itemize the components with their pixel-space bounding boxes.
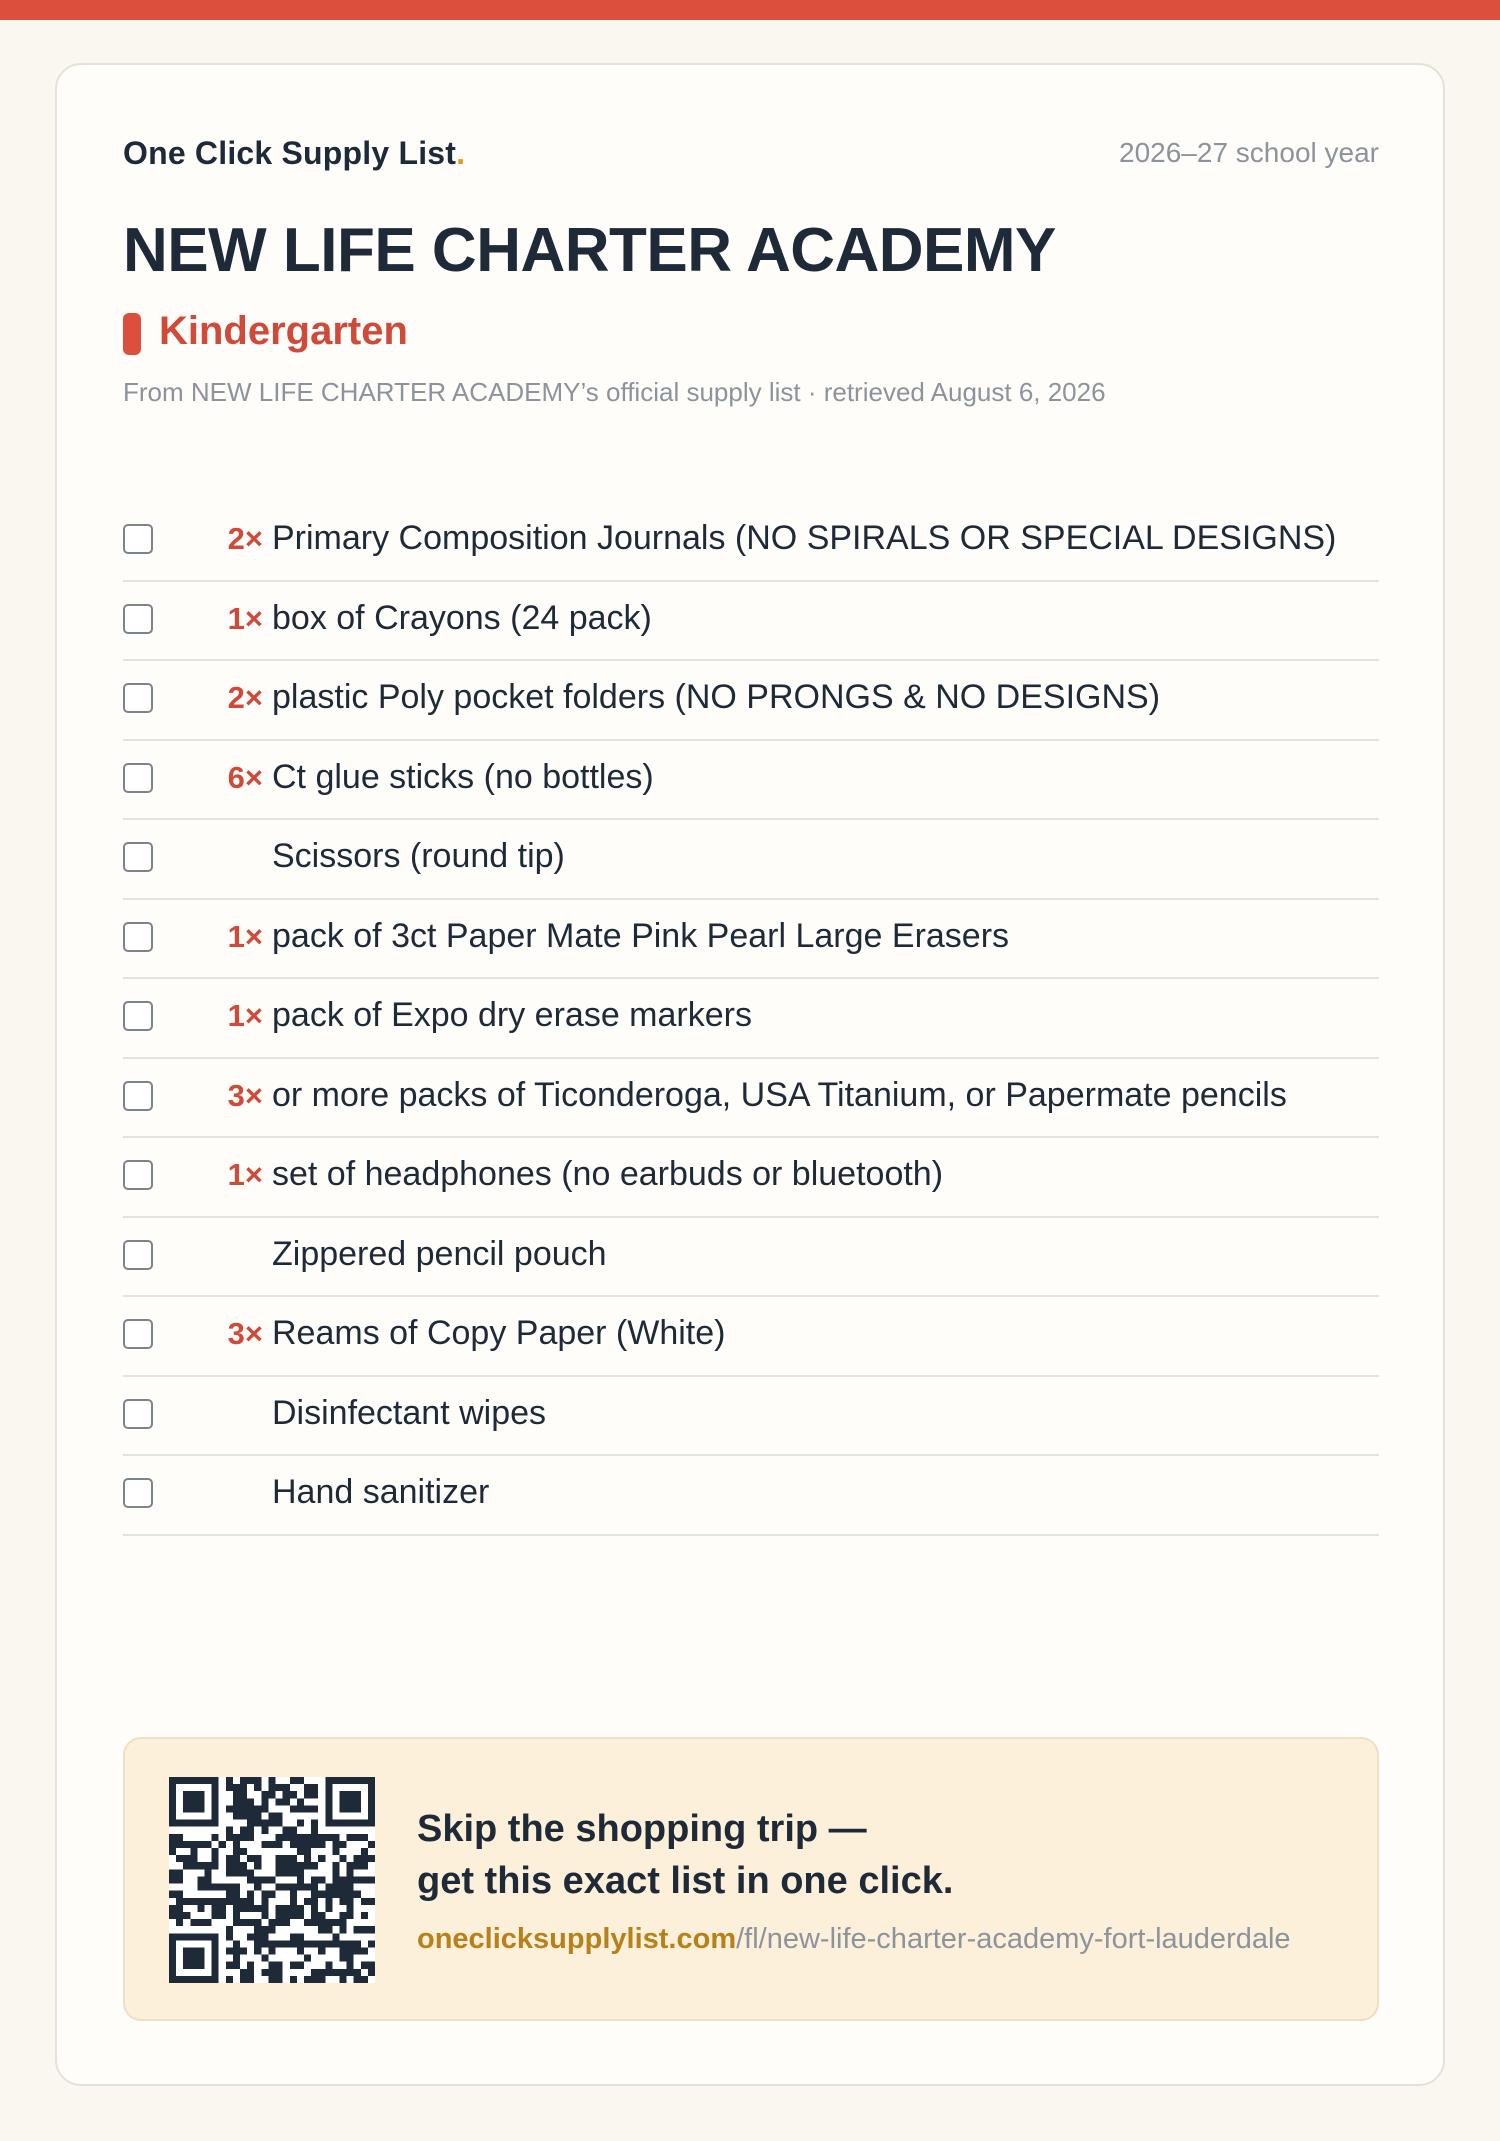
item-description: Hand sanitizer [272,1473,490,1511]
promo-headline [417,1803,953,1907]
supply-item [123,582,1379,662]
grade-marker [123,313,141,355]
item-description: Disinfectant wipes [272,1393,547,1432]
item-checkbox[interactable] [123,1081,153,1111]
item-checkbox[interactable] [123,604,153,634]
item-checkbox[interactable] [123,1240,153,1270]
item-quantity: 2× [227,680,263,715]
item-checkbox[interactable] [123,524,153,554]
promo-link-domain[interactable]: oneclicksupplylist.com [417,1923,737,1955]
item-quantity: 1× [227,918,263,954]
item-checkbox[interactable] [123,1001,153,1031]
school-year: 2026–27 school year [1119,137,1379,168]
school-name: NEW LIFE CHARTER ACADEMY [123,216,1056,285]
item-quantity: 1× [227,600,263,636]
item-quantity: 2× [227,521,263,556]
grade-label: Kindergarten [159,309,408,353]
item-checkbox[interactable] [123,1319,153,1349]
item-quantity: 6× [227,759,263,795]
brand-logo [123,135,465,172]
supply-items-list [123,502,1379,1536]
item-quantity: 1× [227,1157,263,1192]
item-checkbox[interactable] [123,683,153,713]
promo-link[interactable] [417,1923,1291,1956]
item-checkbox[interactable] [123,1478,153,1508]
promo-headline-line-1: Skip the shopping trip — [417,1808,867,1850]
item-quantity: 3× [227,1077,263,1113]
item-checkbox[interactable] [123,1399,153,1429]
promo-link-path[interactable]: /fl/new-life-charter-academy-fort-lauderdale [736,1923,1291,1955]
top-accent-bar [0,0,1500,20]
supply-item [123,1297,1379,1377]
item-description: Zippered pencil pouch [272,1234,607,1273]
item-description: Primary Composition Journals (NO SPIRALS OR SPECIAL DESIGNS) [272,519,1337,557]
brand-dot: . [456,135,466,171]
item-description: or more packs of Ticonderoga, USA Titanium, or Papermate pencils [272,1075,1287,1114]
supply-item [123,900,1379,980]
item-checkbox[interactable] [123,763,153,793]
item-description: Reams of Copy Paper (White) [272,1314,726,1352]
supply-item [123,661,1379,741]
item-quantity: 3× [227,1316,263,1351]
supply-item [123,1218,1379,1298]
item-checkbox[interactable] [123,922,153,952]
item-checkbox[interactable] [123,1160,153,1190]
supply-item [123,502,1379,582]
card-header [123,135,1379,175]
item-description: Scissors (round tip) [272,837,565,875]
item-description: box of Crayons (24 pack) [272,598,652,637]
supply-item [123,741,1379,821]
item-description: plastic Poly pocket folders (NO PRONGS & NO DESIGNS) [272,678,1161,716]
item-description: pack of 3ct Paper Mate Pink Pearl Large Erasers [272,916,1010,955]
promo-headline-line-2: get this exact list in one click. [417,1860,954,1902]
item-description: pack of Expo dry erase markers [272,996,752,1034]
supply-item [123,820,1379,900]
supply-item [123,1456,1379,1536]
brand-name: One Click Supply List [123,135,457,171]
supply-item [123,1138,1379,1218]
supply-item [123,1059,1379,1139]
supply-item [123,1377,1379,1457]
item-description: set of headphones (no earbuds or bluetooth) [272,1155,944,1193]
qr-code-icon[interactable] [169,1777,375,1983]
item-quantity: 1× [227,998,263,1033]
item-checkbox[interactable] [123,842,153,872]
supply-list-card [55,63,1445,2086]
item-description: Ct glue sticks (no bottles) [272,757,654,796]
supply-item [123,979,1379,1059]
source-note: From NEW LIFE CHARTER ACADEMY’s official supply list · retrieved August 6, 2026 [123,377,1106,407]
promo-box [123,1737,1379,2021]
